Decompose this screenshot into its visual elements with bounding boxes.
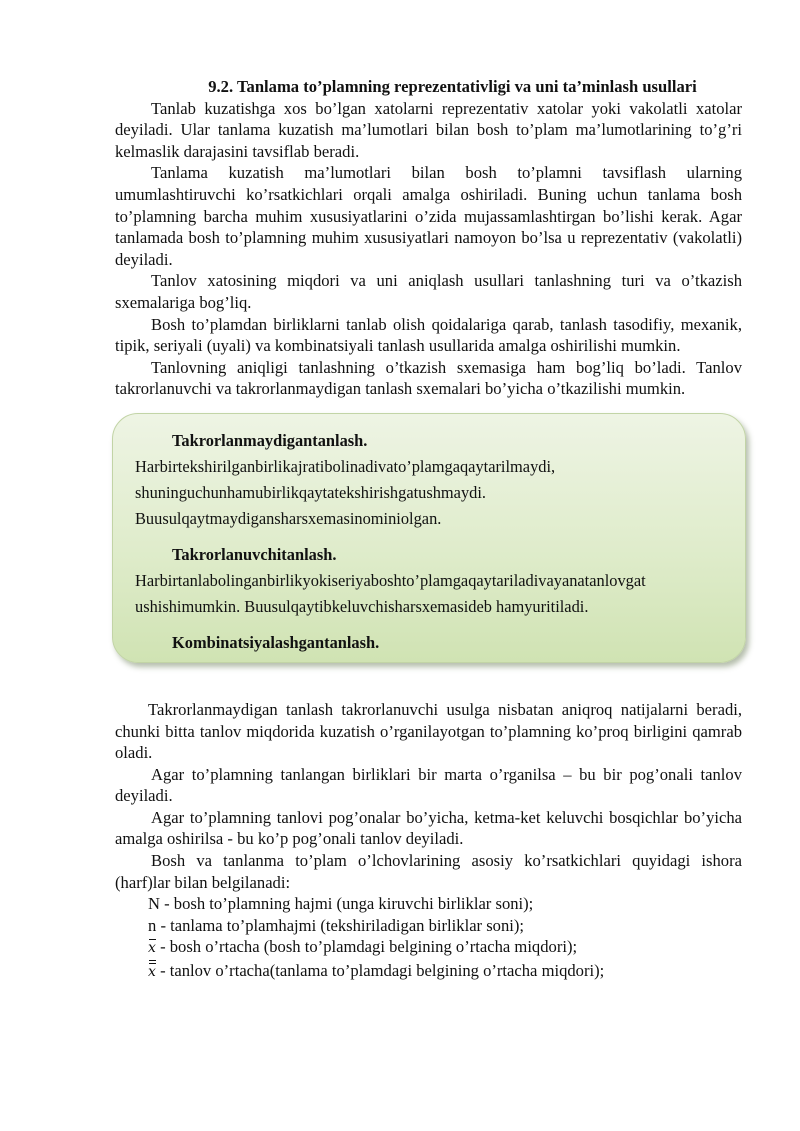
box-heading: Kombinatsiyalashgantanlash.	[172, 632, 380, 652]
document-page	[115, 76, 742, 984]
paragraph: Takrorlanmaydigan tanlash takrorlanuvchi usulga nisbatan aniqroq natijalarni beradi, chunki bitta tanlov miqdorida kuzatish o’rganilayotgan to’plamning ko’proq birligini qamrab oladi.	[115, 699, 742, 763]
x-bar-symbol: x	[148, 938, 156, 960]
paragraph: Tanlovning aniqligi tanlashning o’tkazish sxemasiga ham bog’liq bo’ladi. Tanlov takrorlanuvchi va takrorlanmaydigan tanlash sxemalari bo’yicha o’tkazilishi mumkin.	[115, 357, 742, 399]
paragraph: Agar to’plamning tanlovi pog’onalar bo’yicha, ketma-ket keluvchi bosqichlar bo’yicha amalga oshirilsa - bu ko’p pog’onali tanlov deyiladi.	[115, 807, 742, 849]
list-item: x - tanlov o’rtacha(tanlama to’plamdagi belgining o’rtacha miqdori);	[148, 960, 742, 984]
box-text: Harbirtekshirilganbirlikajratibolinadivato’plamgaqaytarilmaydi,	[135, 456, 556, 476]
paragraph: Tanlama kuzatish ma’lumotlari bilan bosh to’plamni tavsiflash ularning umumlashtiruvchi ko’rsatkichlari orqali amalga oshiriladi. Buning uchun tanlama bosh to’plamning barcha muhim xususiyatlarini o’zida mujassamlashtirgan bo’lishi kerak. Agar tanlamada bosh to’plamning muhim xususiyatlari namoyon bo’lsa u reprezentativ (vakolatli) deyiladi.	[115, 163, 742, 269]
list-item: x - bosh o’rtacha (bosh to’plamdagi belgining o’rtacha miqdori);	[148, 936, 742, 960]
sampling-types-box	[112, 413, 746, 663]
list-item: n - tanlama to’plamhajmi (tekshiriladigan birliklar soni);	[148, 915, 525, 935]
paragraph: Tanlov xatosining miqdori va uni aniqlash usullari tanlashning turi va o’tkazish sxemalariga bog’liq.	[115, 271, 742, 312]
paragraph: Bosh to’plamdan birliklarni tanlab olish qoidalariga qarab, tanlash tasodifiy, mexanik, tipik, seriyali (uyali) va kombinatsiyali tanlash usullarida amalga oshirilishi mumkin.	[115, 314, 742, 356]
section-title: 9.2. Tanlama to’plamning reprezentativligi va uni ta’minlash usullari	[208, 77, 697, 96]
box-heading: Takrorlanmaydigantanlash.	[172, 430, 368, 450]
box-heading: Takrorlanuvchitanlash.	[172, 544, 337, 564]
paragraph: Tanlab kuzatishga xos bo’lgan xatolarni reprezentativ xatolar yoki vakolatli xatolar deyiladi. Ular tanlama kuzatish ma’lumotlari bilan bosh to’plam ma’lumotlarining to’g’ri kelmaslik darajasini tavsiflab beradi.	[115, 98, 742, 161]
box-text: Harbirtanlabolinganbirlikyokiseriyaboshto’plamgaqaytariladivayanatanlovgat	[135, 570, 646, 590]
paragraph: Agar to’plamning tanlangan birliklari bir marta o’rganilsa – bu bir pog’onali tanlov deyiladi.	[115, 764, 742, 806]
list-item: N - bosh to’plamning hajmi (unga kiruvchi birliklar soni);	[148, 894, 534, 914]
box-text: ushishimumkin. Buusulqaytibkeluvchisharsxemasideb hamyuritiladi.	[135, 596, 589, 616]
box-text: Buusulqaytmaydigansharsxemasinominiolgan.	[135, 508, 442, 528]
x-double-bar-symbol: x	[148, 962, 156, 984]
box-text: shuninguchunhamubirlikqaytatekshirishgatushmaydi.	[135, 482, 486, 502]
paragraph: Bosh va tanlanma to’plam o’lchovlarining asosiy ko’rsatkichlari quyidagi ishora (harf)lar bilan belgilanadi:	[115, 851, 742, 892]
notation-list	[115, 893, 742, 983]
